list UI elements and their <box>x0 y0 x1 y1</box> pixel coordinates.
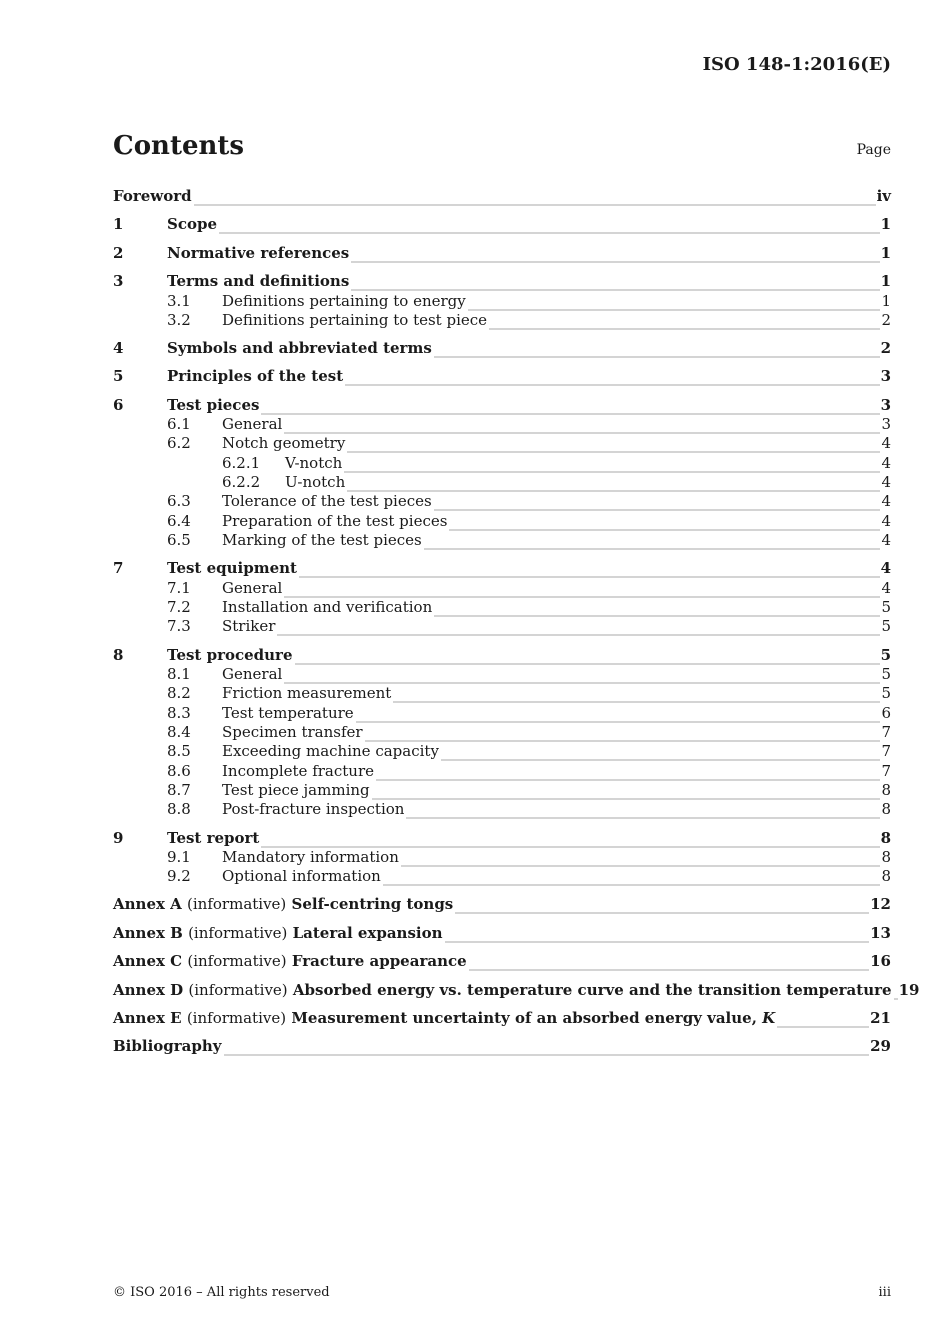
toc-entry[interactable] <box>113 597 891 617</box>
toc-entry-title: Foreword <box>113 187 192 205</box>
annex-title: Absorbed energy vs. temperature curve and the transition temperature <box>292 981 892 999</box>
toc-entry-number: 8.2 <box>167 684 191 702</box>
toc-entry[interactable] <box>113 1008 891 1028</box>
toc-entry-page: 4 <box>881 454 891 472</box>
annex-title-symbol: K <box>762 1009 776 1027</box>
toc-entry[interactable] <box>113 866 891 886</box>
toc-entry-title: Installation and verification <box>222 598 433 616</box>
dot-leader <box>299 564 880 578</box>
toc-entry-page: 1 <box>880 244 891 262</box>
toc-entry-number: 7 <box>113 559 124 577</box>
toc-entry[interactable] <box>113 186 891 206</box>
dot-leader <box>434 497 881 511</box>
dot-leader <box>372 786 881 800</box>
toc-entry-number: 3.1 <box>167 292 191 310</box>
toc-entry[interactable] <box>113 828 891 848</box>
toc-entry-page: 2 <box>881 311 891 329</box>
toc-entry-title <box>113 980 892 1000</box>
toc-entry-page: 1 <box>881 292 891 310</box>
toc-entry[interactable] <box>113 799 891 819</box>
toc-entry-number: 6.1 <box>167 415 191 433</box>
toc-entry[interactable] <box>113 645 891 665</box>
toc-entry-title: Notch geometry <box>222 434 346 452</box>
dot-leader <box>194 192 876 206</box>
toc-entry[interactable] <box>113 847 891 867</box>
toc-entry-page: 19 <box>898 981 920 999</box>
toc-entry-number: 2 <box>113 244 124 262</box>
toc-entry-title: Test procedure <box>167 646 293 664</box>
toc-entry-number: 5 <box>113 367 124 385</box>
toc-entry-number: 6.2.1 <box>222 454 261 472</box>
dot-leader <box>284 420 880 434</box>
toc-entry-page: 5 <box>881 684 891 702</box>
toc-entry-title: Exceeding machine capacity <box>222 742 439 760</box>
dot-leader <box>434 344 880 358</box>
toc-entry-title: General <box>222 415 283 433</box>
annex-title: Fracture appearance <box>291 952 467 970</box>
dot-leader <box>224 1042 870 1056</box>
annex-informative-note: (informative) <box>187 895 287 913</box>
toc-entry-page: 21 <box>870 1009 891 1027</box>
toc-entry-number: 8.7 <box>167 781 191 799</box>
toc-entry-title: Marking of the test pieces <box>222 531 422 549</box>
toc-entry-page: 5 <box>880 646 891 664</box>
toc-entry-title: Test pieces <box>167 396 260 414</box>
toc-entry-number: 9 <box>113 829 124 847</box>
toc-entry[interactable] <box>113 214 891 234</box>
toc-entry-number: 8.8 <box>167 800 191 818</box>
toc-entry-page: 6 <box>881 704 891 722</box>
annex-label: Annex E <box>113 1009 182 1027</box>
footer-copyright: © ISO 2016 – All rights reserved <box>113 1285 330 1300</box>
toc-entry-number: 9.1 <box>167 848 191 866</box>
dot-leader <box>406 805 880 819</box>
toc-entry-title: Friction measurement <box>222 684 392 702</box>
toc-entry-page: 3 <box>880 367 891 385</box>
dot-leader <box>344 459 880 473</box>
dot-leader <box>219 220 880 234</box>
toc-entry-title: Post-fracture inspection <box>222 800 405 818</box>
toc-entry-page: 16 <box>870 952 891 970</box>
toc-entry[interactable] <box>113 472 891 492</box>
dot-leader <box>468 297 881 311</box>
dot-leader <box>434 603 880 617</box>
dot-leader <box>469 957 869 971</box>
dot-leader <box>347 439 880 453</box>
toc-entry[interactable] <box>113 703 891 723</box>
toc-entry-page: 4 <box>881 531 891 549</box>
toc-entry[interactable] <box>113 951 891 971</box>
toc-entry-number: 6 <box>113 396 124 414</box>
toc-entry-title: Definitions pertaining to test piece <box>222 311 488 329</box>
toc-entry-page: 8 <box>881 848 891 866</box>
toc-entry-title: Optional information <box>222 867 381 885</box>
toc-entry[interactable] <box>113 271 891 291</box>
toc-entry-title: Test temperature <box>222 704 354 722</box>
toc-entry[interactable] <box>113 722 891 742</box>
toc-entry-number: 6.3 <box>167 492 191 510</box>
dot-leader <box>347 478 880 492</box>
toc-entry[interactable] <box>113 491 891 511</box>
toc-entry-number: 8 <box>113 646 124 664</box>
toc-entry-title <box>113 923 443 943</box>
dot-leader <box>284 584 880 598</box>
toc-entry[interactable] <box>113 894 891 914</box>
toc-entry[interactable] <box>113 741 891 761</box>
dot-leader <box>401 853 881 867</box>
toc-entry[interactable] <box>113 980 920 1000</box>
toc-entry-title: Symbols and abbreviated terms <box>167 339 432 357</box>
annex-label: Annex C <box>113 952 183 970</box>
toc-entry-page: 4 <box>881 579 891 597</box>
dot-leader <box>449 517 880 531</box>
annex-label: Annex B <box>113 924 183 942</box>
toc-entry[interactable] <box>113 366 891 386</box>
toc-entry-title: U-notch <box>285 473 346 491</box>
dot-leader <box>445 929 870 943</box>
page-column-label: Page <box>856 142 891 158</box>
toc-entry-title: Preparation of the test pieces <box>222 512 448 530</box>
toc-entry-page: 2 <box>880 339 891 357</box>
toc-entry-page: 5 <box>881 617 891 635</box>
toc-entry-number: 6.5 <box>167 531 191 549</box>
footer-page-number: iii <box>878 1285 891 1300</box>
toc-entry[interactable] <box>113 453 891 473</box>
annex-informative-note: (informative) <box>186 1009 287 1027</box>
toc-entry[interactable] <box>113 578 891 598</box>
toc-entry-page: 1 <box>880 215 891 233</box>
toc-entry-title: Mandatory information <box>222 848 399 866</box>
toc-entry[interactable] <box>113 683 891 703</box>
toc-entry[interactable] <box>113 530 891 550</box>
toc-entry-page: 4 <box>881 512 891 530</box>
annex-title: Lateral expansion <box>292 924 443 942</box>
dot-leader <box>777 1014 869 1028</box>
toc-entry-title: Tolerance of the test pieces <box>222 492 432 510</box>
dot-leader <box>393 689 880 703</box>
toc-entry-number: 3.2 <box>167 311 191 329</box>
toc-entry-page: 5 <box>881 665 891 683</box>
toc-entry[interactable] <box>113 414 891 434</box>
toc-entry[interactable] <box>113 558 891 578</box>
toc-entry-page: 7 <box>881 742 891 760</box>
toc-entry-number: 6.4 <box>167 512 191 530</box>
annex-label: Annex D <box>113 981 184 999</box>
toc-entry-number: 6.2 <box>167 434 191 452</box>
toc-entry-title <box>113 894 453 914</box>
toc-entry-page: 12 <box>870 895 891 913</box>
annex-title: Measurement uncertainty of an absorbed energy value, <box>291 1009 757 1027</box>
dot-leader <box>284 670 880 684</box>
toc-entry-title: Striker <box>222 617 276 635</box>
toc-entry-page: iv <box>876 187 891 205</box>
toc-entry-page: 7 <box>881 762 891 780</box>
toc-entry-title: Bibliography <box>113 1037 222 1055</box>
toc-entry-number: 8.1 <box>167 665 191 683</box>
toc-entry-title <box>113 1008 775 1028</box>
toc-entry[interactable] <box>113 761 891 781</box>
annex-informative-note: (informative) <box>187 952 287 970</box>
toc-entry-page: 8 <box>881 867 891 885</box>
dot-leader <box>383 872 881 886</box>
toc-entry[interactable] <box>113 395 891 415</box>
contents-heading: Contents <box>113 131 245 161</box>
toc-entry-number: 7.2 <box>167 598 191 616</box>
dot-leader <box>356 709 881 723</box>
toc-entry-title: Specimen transfer <box>222 723 363 741</box>
toc-entry-page: 29 <box>870 1037 891 1055</box>
dot-leader <box>261 834 879 848</box>
toc-entry-page: 8 <box>880 829 891 847</box>
toc-entry[interactable] <box>113 291 891 311</box>
toc-entry-page: 13 <box>870 924 891 942</box>
toc-entry[interactable] <box>113 616 891 636</box>
document-id: ISO 148-1:2016(E) <box>702 54 891 75</box>
dot-leader <box>277 622 880 636</box>
dot-leader <box>894 986 898 1000</box>
toc-entry-page: 4 <box>881 473 891 491</box>
toc-entry[interactable] <box>113 1036 891 1056</box>
toc-entry-page: 8 <box>881 781 891 799</box>
toc-entry-title: Normative references <box>167 244 350 262</box>
toc-entry-page: 7 <box>881 723 891 741</box>
toc-entry-page: 4 <box>880 559 891 577</box>
dot-leader <box>295 651 880 665</box>
toc-entry-number: 7.1 <box>167 579 191 597</box>
toc-entry-page: 3 <box>881 415 891 433</box>
toc-entry-page: 1 <box>880 272 891 290</box>
toc-entry-number: 9.2 <box>167 867 191 885</box>
dot-leader <box>455 900 869 914</box>
toc-entry-page: 4 <box>881 492 891 510</box>
toc-entry[interactable] <box>113 433 891 453</box>
dot-leader <box>376 767 880 781</box>
toc-entry[interactable] <box>113 243 891 263</box>
toc-entry-title: General <box>222 665 283 683</box>
dot-leader <box>345 372 879 386</box>
dot-leader <box>365 728 881 742</box>
toc-entry-number: 8.6 <box>167 762 191 780</box>
toc-entry-number: 8.5 <box>167 742 191 760</box>
dot-leader <box>351 249 879 263</box>
dot-leader <box>424 536 881 550</box>
toc-entry-number: 4 <box>113 339 124 357</box>
toc-entry-number: 3 <box>113 272 124 290</box>
toc-entry-title: Principles of the test <box>167 367 344 385</box>
toc-entry[interactable] <box>113 780 891 800</box>
toc-entry-page: 3 <box>880 396 891 414</box>
dot-leader <box>489 316 880 330</box>
toc-entry-page: 4 <box>881 434 891 452</box>
toc-entry-title: Incomplete fracture <box>222 762 374 780</box>
dot-leader <box>441 747 881 761</box>
toc-entry[interactable] <box>113 664 891 684</box>
toc-entry-page: 8 <box>881 800 891 818</box>
annex-title: Self-centring tongs <box>291 895 454 913</box>
toc-entry-title: Definitions pertaining to energy <box>222 292 466 310</box>
toc-entry-title: Test report <box>167 829 260 847</box>
toc-entry-number: 7.3 <box>167 617 191 635</box>
toc-entry[interactable] <box>113 310 891 330</box>
annex-informative-note: (informative) <box>188 924 288 942</box>
toc-entry-number: 8.4 <box>167 723 191 741</box>
toc-entry-title: General <box>222 579 283 597</box>
toc-entry[interactable] <box>113 511 891 531</box>
toc-entry-title <box>113 951 467 971</box>
annex-label: Annex A <box>113 895 182 913</box>
dot-leader <box>351 277 879 291</box>
toc-entry[interactable] <box>113 923 891 943</box>
annex-informative-note: (informative) <box>188 981 288 999</box>
toc-entry-title: Terms and definitions <box>167 272 350 290</box>
toc-entry-number: 8.3 <box>167 704 191 722</box>
toc-entry-page: 5 <box>881 598 891 616</box>
toc-entry-number: 1 <box>113 215 124 233</box>
dot-leader <box>261 401 879 415</box>
toc-entry-title: Scope <box>167 215 218 233</box>
toc-entry-number: 6.2.2 <box>222 473 261 491</box>
toc-entry-title: Test equipment <box>167 559 297 577</box>
toc-entry-title: Test piece jamming <box>222 781 370 799</box>
toc-entry[interactable] <box>113 338 891 358</box>
toc-entry-title: V-notch <box>285 454 343 472</box>
